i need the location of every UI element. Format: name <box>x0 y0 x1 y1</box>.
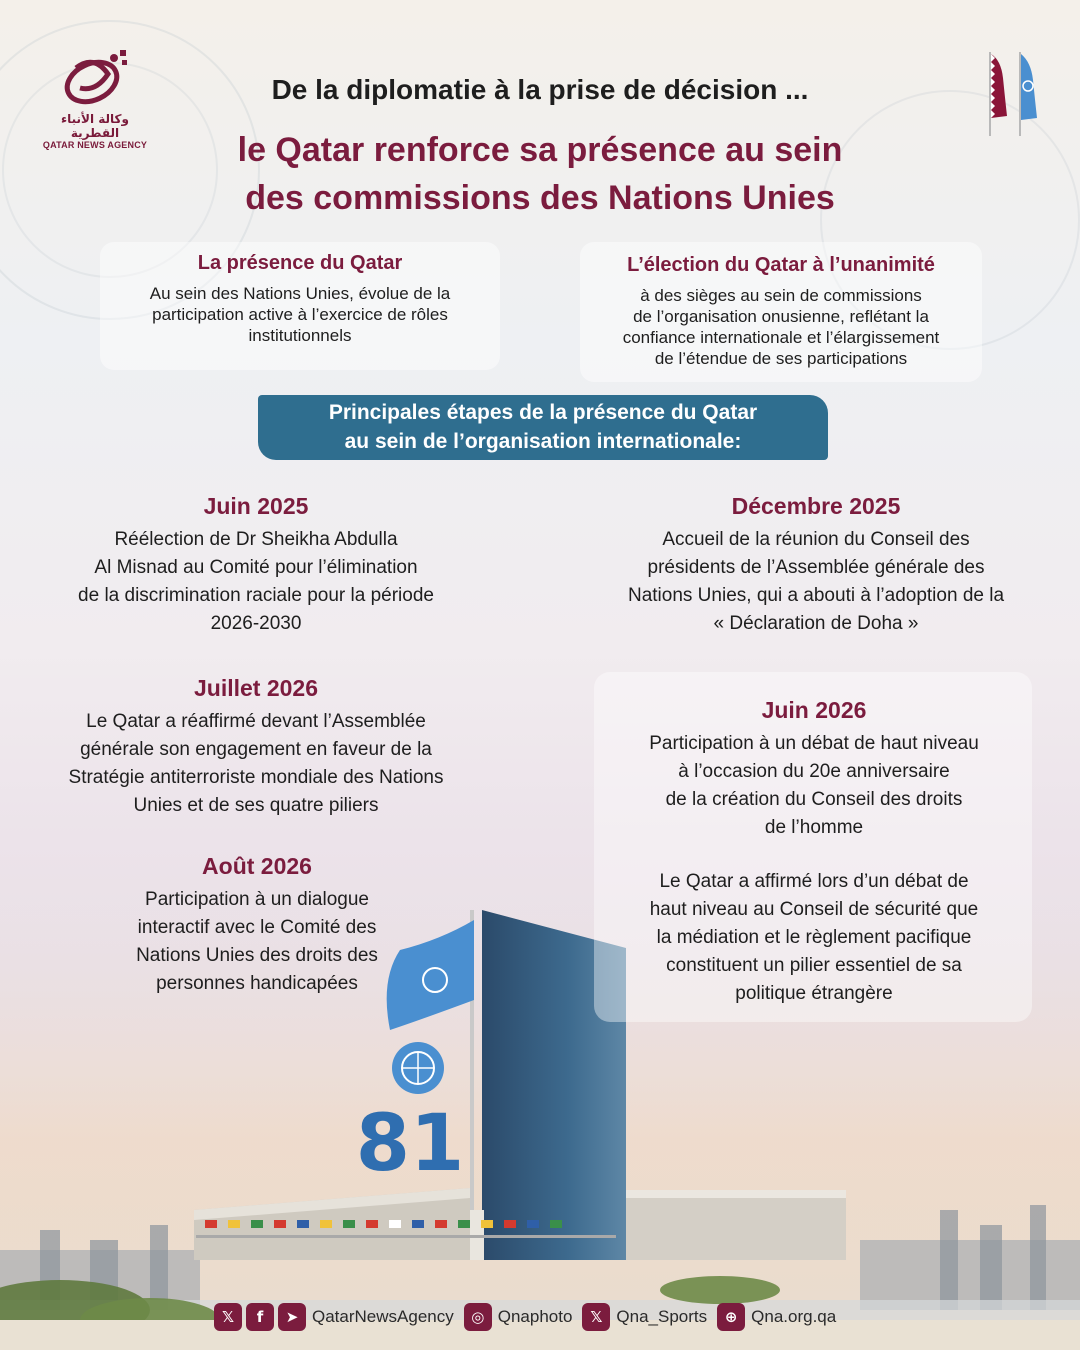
timeline-entry <box>596 490 1036 638</box>
entry-line: de la création du Conseil des droits <box>665 789 963 810</box>
entry-line: générale son engagement en faveur de la <box>80 739 432 760</box>
card-line: Au sein des Nations Unies, évolue de la <box>149 284 451 303</box>
entry-line: Accueil de la réunion du Conseil des <box>662 529 970 550</box>
card-body <box>100 283 500 346</box>
entry-line: Stratégie antiterroriste mondiale des Nations <box>68 767 444 788</box>
entry-text <box>36 526 476 638</box>
agency-name-arabic: وكالة الأنباء القطرية <box>61 112 129 140</box>
entry-date: Décembre 2025 <box>731 493 901 519</box>
subtitle: De la diplomatie à la prise de décision ... <box>271 74 809 105</box>
timeline-entry <box>604 694 1024 842</box>
entry-line: Le Qatar a réaffirmé devant l’Assemblée <box>86 711 426 732</box>
entry-date: Juin 2025 <box>203 493 309 519</box>
handle-main[interactable]: QatarNewsAgency <box>312 1307 454 1326</box>
title-line-1: le Qatar renforce sa présence au sein <box>237 131 843 169</box>
card-heading: La présence du Qatar <box>197 252 403 274</box>
entry-line: Al Misnad au Comité pour l’élimination <box>94 557 418 578</box>
banner-line-1: Principales étapes de la présence du Qatar <box>328 401 758 424</box>
x-icon[interactable]: 𝕏 <box>582 1303 610 1331</box>
entry-text <box>604 868 1024 1008</box>
telegram-icon[interactable]: ➤ <box>278 1303 306 1331</box>
card-qatar-presence <box>100 242 500 370</box>
entry-text <box>596 526 1036 638</box>
entry-line: Le Qatar a affirmé lors d’un débat de <box>659 871 969 892</box>
card-body <box>580 285 982 369</box>
card-line: participation active à l’exercice de rôles <box>152 305 448 324</box>
entry-line: de la discrimination raciale pour la période <box>78 585 434 606</box>
card-line: confiance internationale et l’élargissement <box>622 328 940 347</box>
social-footer <box>214 1300 846 1334</box>
entry-line: Réélection de Dr Sheikha Abdulla <box>114 529 398 550</box>
entry-line: à l’occasion du 20e anniversaire <box>678 761 950 782</box>
facebook-icon[interactable]: f <box>246 1303 274 1331</box>
entry-line: constituent un pilier essentiel de sa <box>666 955 962 976</box>
banner-line-2: au sein de l’organisation internationale: <box>344 430 742 453</box>
entry-text <box>604 730 1024 842</box>
entry-line: de l’homme <box>764 817 864 838</box>
agency-name-english: QATAR NEWS AGENCY <box>42 140 148 150</box>
entry-line: « Déclaration de Doha » <box>713 613 919 634</box>
timeline-entry <box>36 490 476 638</box>
card-qatar-election <box>580 242 982 382</box>
entry-line: présidents de l’Assemblée générale des <box>647 557 985 578</box>
x-icon[interactable]: 𝕏 <box>214 1303 242 1331</box>
qna-logo <box>40 48 150 150</box>
entry-line: haut niveau au Conseil de sécurité que <box>649 899 979 920</box>
entry-line: Nations Unies des droits des <box>136 945 378 966</box>
timeline-entry <box>96 850 418 998</box>
entry-text <box>30 708 482 820</box>
entry-text <box>96 886 418 998</box>
milestones-banner <box>258 395 828 460</box>
entry-line: Participation à un dialogue <box>145 889 369 910</box>
website-icon[interactable]: ⊕ <box>717 1303 745 1331</box>
page-title <box>150 126 930 222</box>
anniversary-number: 81 <box>355 1099 465 1189</box>
handle-photo[interactable]: Qnaphoto <box>497 1307 573 1326</box>
entry-date: Juin 2026 <box>761 697 867 723</box>
instagram-icon[interactable]: ◎ <box>464 1303 492 1331</box>
card-line: de l’organisation onusienne, reflétant la <box>633 307 929 326</box>
entry-line: Unies et de ses quatre piliers <box>133 795 379 816</box>
entry-date: Juillet 2026 <box>193 675 319 701</box>
qna-logo-icon <box>56 48 134 110</box>
card-line: institutionnels <box>248 326 352 345</box>
entry-line: personnes handicapées <box>156 973 358 994</box>
entry-line: politique étrangère <box>735 983 893 1004</box>
entry-line: la médiation et le règlement pacifique <box>656 927 972 948</box>
entry-line: 2026-2030 <box>210 613 302 634</box>
card-heading: L’élection du Qatar à l’unanimité <box>627 254 935 276</box>
card-line: de l’étendue de ses participations <box>654 349 908 368</box>
timeline-entry <box>30 672 482 820</box>
card-line: à des sièges au sein de commissions <box>640 286 922 305</box>
entry-line: interactif avec le Comité des <box>137 917 377 938</box>
qatar-un-flags-icon <box>975 48 1045 138</box>
entry-line: Participation à un débat de haut niveau <box>649 733 979 754</box>
title-line-2: des commissions des Nations Unies <box>245 179 835 217</box>
handle-sports[interactable]: Qna_Sports <box>616 1307 708 1326</box>
website-link[interactable]: Qna.org.qa <box>751 1307 837 1326</box>
entry-line: Nations Unies, qui a abouti à l’adoption de la <box>627 585 1005 606</box>
timeline-entry-continued <box>604 868 1024 1008</box>
entry-date: Août 2026 <box>202 853 312 879</box>
